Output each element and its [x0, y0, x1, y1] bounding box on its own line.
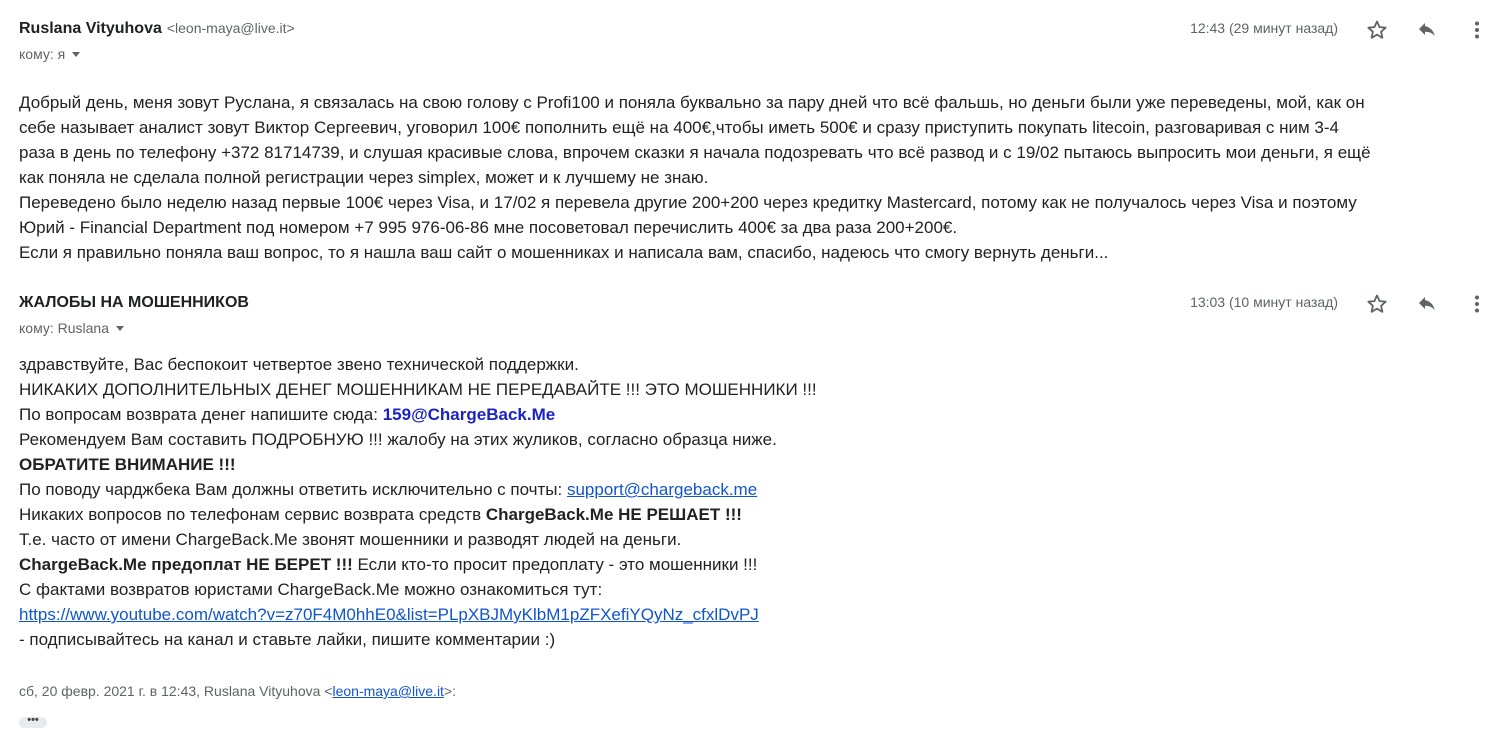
body-line: Добрый день, меня зовут Руслана, я связалась на свою голову с Profi100 и поняла буквально за пару дней что всё фальшь, но деньги были уже переведены, мой, как он	[19, 93, 1365, 112]
body-line: С фактами возвратов юристами ChargeBack.Me можно ознакомиться тут:	[19, 580, 603, 599]
recipient-label: кому: я	[19, 46, 66, 62]
body-line: Юрий - Financial Department под номером +7 995 976-06-86 мне посоветовал перечислить 400€ за два раза 200+200€.	[19, 218, 958, 237]
chevron-down-icon[interactable]	[116, 326, 124, 331]
sender-email: <leon-maya@live.it>	[166, 20, 295, 36]
sender-name[interactable]: Ruslana Vityuhova	[19, 20, 162, 37]
show-trimmed-content-button[interactable]: •••	[19, 717, 47, 728]
body-line: как поняла не сделала полной регистрации через simplex, может и к лучшему не знаю.	[19, 168, 709, 187]
message1-recipient[interactable]	[19, 46, 80, 62]
body-line: Переведено было неделю назад первые 100€ через Visa, и 17/02 я перевела другие 200+200 через кредитку Mastercard, потому как не получалось через Visa и поэтому	[19, 193, 1357, 212]
body-line: - подписывайтесь на канал и ставьте лайки, пишите комментарии :)	[19, 630, 556, 649]
message2-sender[interactable]	[19, 294, 249, 312]
body-line: Если я правильно поняла ваш вопрос, то я нашла ваш сайт о мошенниках и написала вам, спасибо, надеюсь что смогу вернуть деньги...	[19, 243, 1109, 262]
chargeback-email-link[interactable]: 159@ChargeBack.Me	[382, 405, 556, 424]
body-line	[19, 477, 1486, 502]
reply-icon[interactable]	[1415, 18, 1439, 42]
body-bold-text: ChargeBack.Me НЕ РЕШАЕТ !!!	[485, 505, 742, 524]
body-line: раза в день по телефону +372 81714739, и слушая красивые слова, впрочем сказки я начала подозревать что всё развод и с 19/02 пытаюсь выпросить мои деньги, я ещё	[19, 143, 1371, 162]
body-text: Если кто-то просит предоплату - это мошенники !!!	[352, 555, 758, 574]
message1-time: 12:43 (29 минут назад)	[1190, 20, 1338, 36]
quote-prefix: сб, 20 февр. 2021 г. в 12:43, Ruslana Vityuhova <	[19, 683, 333, 699]
star-icon[interactable]	[1365, 18, 1389, 42]
body-line: НИКАКИХ ДОПОЛНИТЕЛЬНЫХ ДЕНЕГ МОШЕННИКАМ НЕ ПЕРЕДАВАЙТЕ !!! ЭТО МОШЕННИКИ !!!	[19, 380, 817, 399]
body-line: себе называет аналист зовут Виктор Сергеевич, уговорил 100€ пополнить ещё на 400€,чтобы иметь 500€ и сразу приступить покупать litecoin, разговаривая с ним 3-4	[19, 118, 1339, 137]
body-line: ОБРАТИТЕ ВНИМАНИЕ !!!	[19, 455, 236, 474]
star-icon[interactable]	[1365, 292, 1389, 316]
body-text: По вопросам возврата денег напишите сюда:	[19, 405, 383, 424]
body-line	[19, 402, 1486, 427]
body-line	[19, 602, 1486, 627]
body-text: Никаких вопросов по телефонам сервис возврата средств	[19, 505, 486, 524]
sender-name[interactable]: ЖАЛОБЫ НА МОШЕННИКОВ	[19, 294, 249, 311]
body-line	[19, 502, 1486, 527]
recipient-label: кому: Ruslana	[19, 320, 109, 336]
youtube-link[interactable]: https://www.youtube.com/watch?v=z70F4M0hhE0&list=PLpXBJMyKlbM1pZFXefiYQyNz_cfxlDvPJ	[19, 605, 759, 624]
body-line	[19, 552, 1486, 577]
more-vert-icon[interactable]	[1465, 18, 1489, 42]
body-line: здравствуйте, Вас беспокоит четвертое звено технической поддержки.	[19, 355, 579, 374]
message2-recipient[interactable]	[19, 320, 124, 336]
quote-email-link[interactable]: leon-maya@live.it	[332, 683, 444, 699]
message2-body	[19, 352, 1486, 652]
message2-time: 13:03 (10 минут назад)	[1190, 294, 1338, 310]
support-email-link[interactable]: support@chargeback.me	[566, 480, 758, 499]
message1-body	[19, 90, 1486, 265]
more-vert-icon[interactable]	[1465, 292, 1489, 316]
body-bold-text: ChargeBack.Me предоплат НЕ БЕРЕТ !!!	[19, 555, 353, 574]
body-line: Т.е. часто от имени ChargeBack.Me звонят мошенники и разводят людей на деньги.	[19, 530, 682, 549]
body-line: Рекомендуем Вам составить ПОДРОБНУЮ !!! жалобу на этих жуликов, согласно образца ниже.	[19, 430, 777, 449]
quote-suffix: >:	[443, 683, 457, 699]
reply-icon[interactable]	[1415, 292, 1439, 316]
chevron-down-icon[interactable]	[72, 52, 80, 57]
message1-sender[interactable]	[19, 20, 295, 38]
body-text: По поводу чарджбека Вам должны ответить исключительно с почты:	[19, 480, 567, 499]
quote-attribution	[19, 683, 456, 699]
